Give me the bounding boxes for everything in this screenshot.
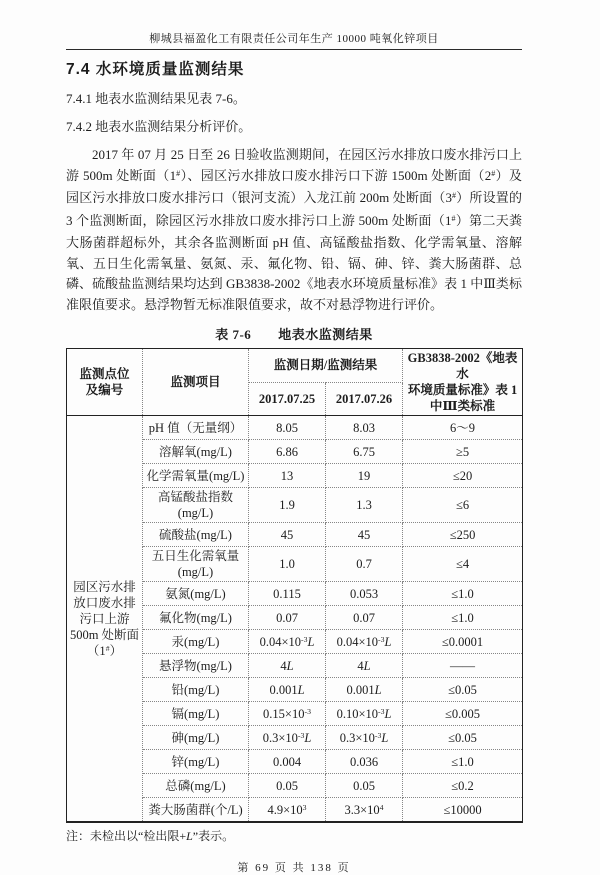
table-header-row-1 bbox=[67, 349, 523, 383]
cell-item: 镉(mg/L) bbox=[143, 702, 249, 726]
cell-standard: ≤250 bbox=[403, 523, 523, 547]
section-heading: 7.4 水环境质量监测结果 bbox=[66, 61, 245, 78]
cell-result-0726: $3.3\times 10^4$ bbox=[326, 798, 403, 823]
cell-result-0725: 0.07 bbox=[249, 606, 326, 630]
cell-standard: ≤0.05 bbox=[403, 726, 523, 750]
cell-result-0725: $0.15\times 10^{-3}$ bbox=[249, 702, 326, 726]
cell-item: 悬浮物(mg/L) bbox=[143, 654, 249, 678]
cell-item: 总磷(mg/L) bbox=[143, 774, 249, 798]
table-title: 表 7-6 地表水监测结果 bbox=[215, 327, 373, 342]
cell-result-0725: 45 bbox=[249, 523, 326, 547]
cell-result-0725: 0.115 bbox=[249, 582, 326, 606]
cell-item: 汞(mg/L) bbox=[143, 630, 249, 654]
cell-result-0725: $4.9\times 10^3$ bbox=[249, 798, 326, 823]
cell-result-0726: 1.3 bbox=[326, 488, 403, 523]
sub-section-741: 7.4.1 地表水监测结果见表 7-6。 bbox=[66, 91, 246, 106]
cell-standard: ≤6 bbox=[403, 488, 523, 523]
cell-item: 五日生化需氧量 (mg/L) bbox=[143, 547, 249, 582]
cell-result-0726: 0.036 bbox=[326, 750, 403, 774]
cell-item: 高锰酸盐指数 (mg/L) bbox=[143, 488, 249, 523]
monitoring-results-table bbox=[66, 348, 523, 823]
cell-item: 粪大肠菌群(个/L) bbox=[143, 798, 249, 823]
cell-item: 溶解氧(mg/L) bbox=[143, 440, 249, 464]
table-row bbox=[67, 416, 523, 440]
cell-result-0725: $0.3\times 10^{-3}L$ bbox=[249, 726, 326, 750]
cell-result-0725: 0.004 bbox=[249, 750, 326, 774]
cell-standard: ≤1.0 bbox=[403, 750, 523, 774]
header-site: 监测点位 及编号 bbox=[67, 349, 143, 416]
cell-result-0726: 8.03 bbox=[326, 416, 403, 440]
table-body bbox=[67, 416, 523, 823]
table-header bbox=[67, 349, 523, 416]
cell-result-0725: 0.05 bbox=[249, 774, 326, 798]
cell-result-0726: $0.10\times 10^{-3}L$ bbox=[326, 702, 403, 726]
cell-result-0726: 0.001L bbox=[326, 678, 403, 702]
cell-result-0726: 6.75 bbox=[326, 440, 403, 464]
cell-result-0725: 6.86 bbox=[249, 440, 326, 464]
header-date-0726: 2017.07.26 bbox=[326, 382, 403, 416]
cell-standard: ≤0.0001 bbox=[403, 630, 523, 654]
cell-item: 铅(mg/L) bbox=[143, 678, 249, 702]
cell-result-0725: $0.04\times 10^{-3}L$ bbox=[249, 630, 326, 654]
cell-item: 化学需氧量(mg/L) bbox=[143, 464, 249, 488]
cell-result-0725: 8.05 bbox=[249, 416, 326, 440]
cell-standard: ≤1.0 bbox=[403, 606, 523, 630]
cell-result-0726: 4L bbox=[326, 654, 403, 678]
cell-item: 氟化物(mg/L) bbox=[143, 606, 249, 630]
cell-result-0726: $0.3\times 10^{-3}L$ bbox=[326, 726, 403, 750]
cell-item: 砷(mg/L) bbox=[143, 726, 249, 750]
cell-standard: 6～9 bbox=[403, 416, 523, 440]
cell-result-0725: 0.001L bbox=[249, 678, 326, 702]
cell-standard: ≤0.2 bbox=[403, 774, 523, 798]
cell-result-0726: 45 bbox=[326, 523, 403, 547]
cell-result-0726: 0.05 bbox=[326, 774, 403, 798]
cell-result-0725: 1.0 bbox=[249, 547, 326, 582]
cell-result-0726: $0.04\times 10^{-3}L$ bbox=[326, 630, 403, 654]
cell-result-0726: 0.053 bbox=[326, 582, 403, 606]
cell-result-0725: 13 bbox=[249, 464, 326, 488]
cell-standard: ≤0.05 bbox=[403, 678, 523, 702]
document-header-title: 柳城县福盈化工有限责任公司年生产 10000 吨氧化锌项目 bbox=[66, 30, 522, 50]
cell-item: 氨氮(mg/L) bbox=[143, 582, 249, 606]
cell-result-0725: 4L bbox=[249, 654, 326, 678]
cell-result-0725: 1.9 bbox=[249, 488, 326, 523]
header-item: 监测项目 bbox=[143, 349, 249, 416]
cell-result-0726: 19 bbox=[326, 464, 403, 488]
cell-standard: ≤4 bbox=[403, 547, 523, 582]
cell-result-0726: 0.07 bbox=[326, 606, 403, 630]
sub-section-742: 7.4.2 地表水监测结果分析评价。 bbox=[66, 119, 252, 134]
header-date-0725: 2017.07.25 bbox=[249, 382, 326, 416]
header-result-group: 监测日期/监测结果 bbox=[249, 349, 403, 383]
cell-item: 硫酸盐(mg/L) bbox=[143, 523, 249, 547]
cell-standard: ≤1.0 bbox=[403, 582, 523, 606]
cell-standard: —— bbox=[403, 654, 523, 678]
header-standard: GB3838-2002《地表水 环境质量标准》表 1 中Ⅲ类标准 bbox=[403, 349, 523, 416]
cell-standard: ≤0.005 bbox=[403, 702, 523, 726]
body-paragraph: 2017 年 07 月 25 日至 26 日验收监测期间，在园区污水排放口废水排污口上游 500m 处断面（1#）、园区污水排放口废水排污口下游 1500m 处断面（2#）及园区污水排放口废水排污口（银河支流）入龙江前 200m 处断面（3#）所设置的 3 个监测断面，除园区污水排放口废水排污口上游 500m 处断面（1#）第二天粪大肠菌群超标外，其余各监测断面 pH 值、高锰酸盐指数、化学需氧量、溶解氧、五日生化需氧量、氨氮、汞、氟化物、铅、镉、砷、锌、粪大肠菌群、总磷、硫酸盐监测结果均达到 GB3838-2002《地表水环境质量标准》表 1 中Ⅲ类标准限值要求。悬浮物暂无标准限值要求，故不对悬浮物进行评价。 bbox=[66, 147, 522, 312]
table-note: 注：未检出以“检出限+L”表示。 bbox=[66, 829, 235, 843]
cell-item: pH 值（无量纲） bbox=[143, 416, 249, 440]
cell-site: 园区污水排 放口废水排 污口上游 500m 处断面 （1#） bbox=[67, 416, 143, 823]
cell-standard: ≥5 bbox=[403, 440, 523, 464]
cell-standard: ≤10000 bbox=[403, 798, 523, 823]
cell-standard: ≤20 bbox=[403, 464, 523, 488]
cell-result-0726: 0.7 bbox=[326, 547, 403, 582]
cell-item: 锌(mg/L) bbox=[143, 750, 249, 774]
page-number-footer: 第 69 页 共 138 页 bbox=[237, 862, 351, 874]
